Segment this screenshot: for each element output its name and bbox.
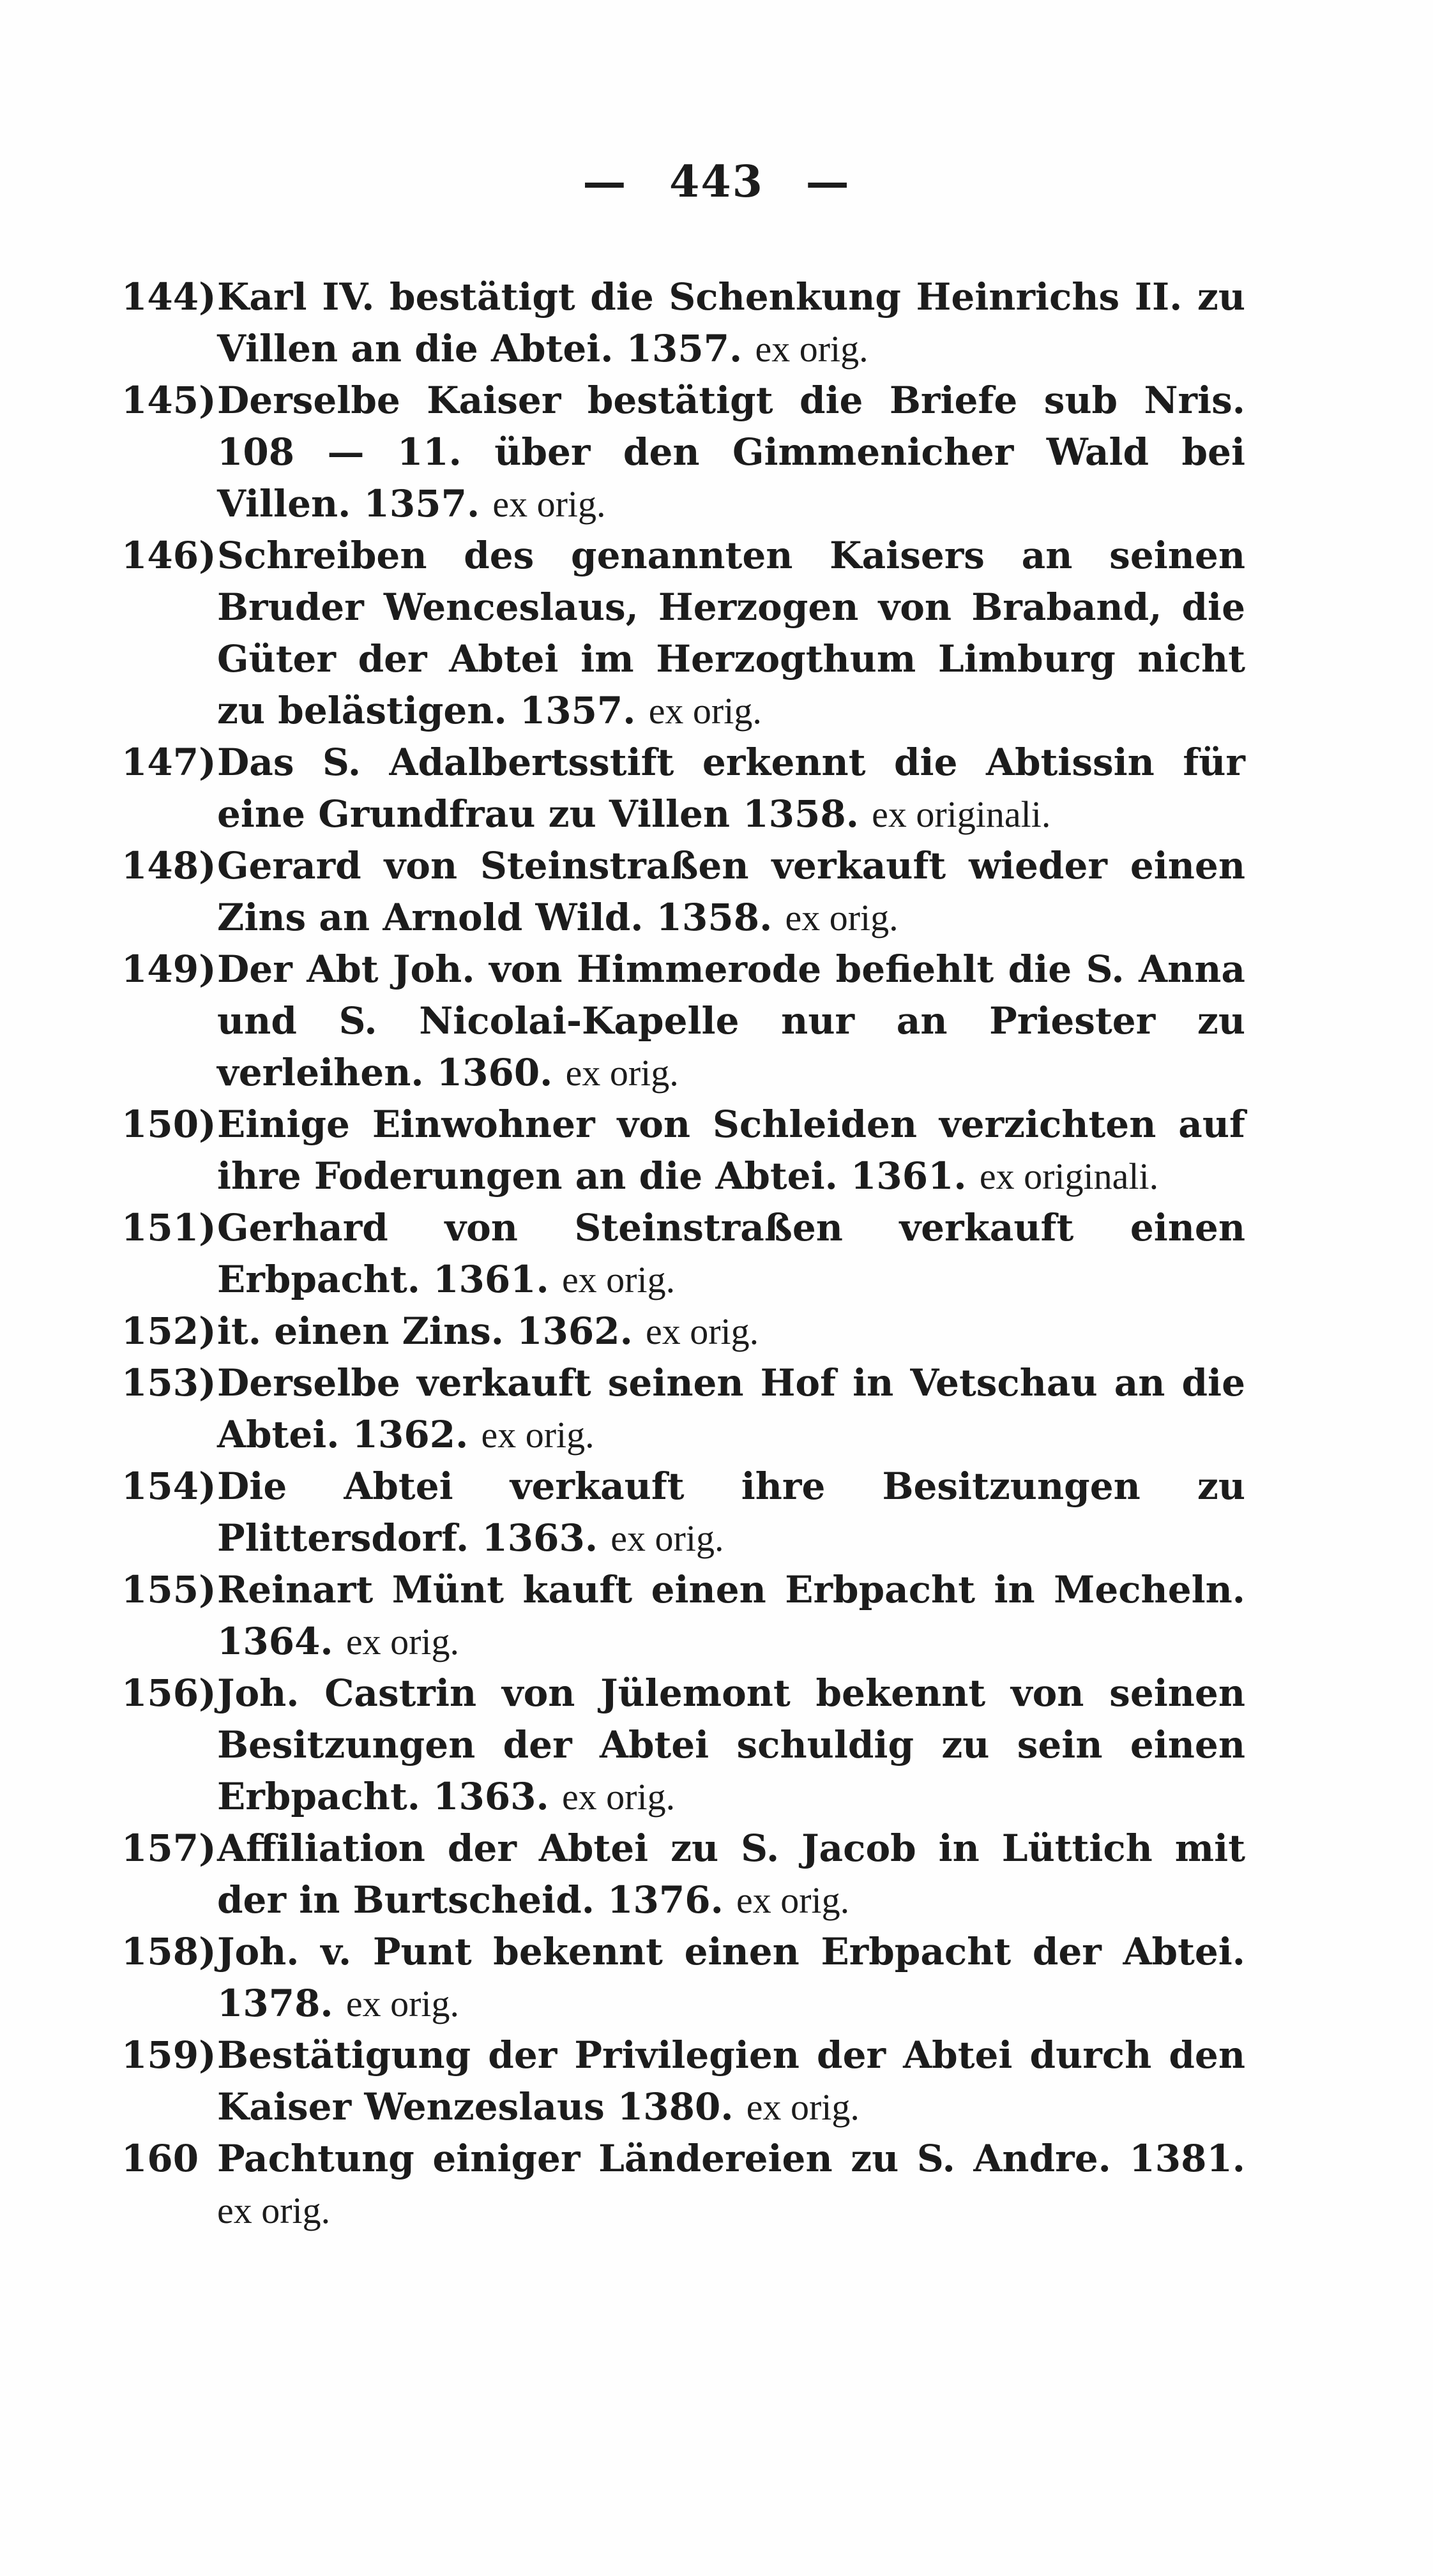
entry-158 xyxy=(121,1926,1245,2030)
entry-source: ex orig. xyxy=(345,1621,459,1662)
entry-number: 155) xyxy=(121,1568,216,1611)
document-entries-list xyxy=(121,271,1245,2236)
entry-159 xyxy=(121,2030,1245,2133)
entry-text: Die Abtei verkauft ihre Besitzungen zu Plittersdorf. 1363. xyxy=(217,1465,1245,1560)
entry-source: ex orig. xyxy=(746,2086,860,2128)
entry-150 xyxy=(121,1099,1245,1202)
entry-number: 149) xyxy=(121,947,216,991)
entry-number: 145) xyxy=(121,379,216,422)
entry-149 xyxy=(121,944,1245,1099)
entry-148 xyxy=(121,840,1245,944)
entry-source: ex orig. xyxy=(645,1311,759,1352)
entry-source: ex orig. xyxy=(492,483,606,525)
entry-source: ex orig. xyxy=(481,1414,595,1456)
entry-source: ex orig. xyxy=(345,1983,459,2024)
entry-source: ex orig. xyxy=(736,1879,850,1921)
entry-source: ex orig. xyxy=(755,328,868,370)
entry-text: Das S. Adalbertsstift erkennt die Abtissin für eine Grundfrau zu Villen 1358. xyxy=(217,741,1245,836)
page-number-dash-left: — xyxy=(582,156,628,207)
entry-144 xyxy=(121,271,1245,375)
entry-source: ex orig. xyxy=(565,1052,679,1094)
entry-number: 147) xyxy=(121,741,216,784)
entry-source: ex orig. xyxy=(648,690,762,732)
entry-text: Gerard von Steinstraßen verkauft wieder einen Zins an Arnold Wild. 1358. xyxy=(217,844,1245,939)
entry-number: 157) xyxy=(121,1827,216,1870)
entry-152 xyxy=(121,1306,1245,1357)
entry-source: ex orig. xyxy=(785,897,898,938)
entry-text: it. einen Zins. 1362. xyxy=(217,1309,633,1353)
entry-text: Pachtung einiger Ländereien zu S. Andre. 1381. xyxy=(217,2137,1245,2180)
entry-text: Schreiben des genannten Kaisers an seinen Bruder Wenceslaus, Herzogen von Braband, die Güter der Abtei im Herzogthum Limburg nicht zu belästigen. 1357. xyxy=(217,534,1245,732)
entry-156 xyxy=(121,1668,1245,1823)
entry-text: Reinart Münt kauft einen Erbpacht in Mecheln. 1364. xyxy=(217,1568,1245,1663)
entry-number: 159) xyxy=(121,2033,216,2077)
entry-153 xyxy=(121,1357,1245,1461)
entry-147 xyxy=(121,737,1245,840)
entry-text: Joh. Castrin von Jülemont bekennt von seinen Besitzungen der Abtei schuldig zu sein einen Erbpacht. 1363. xyxy=(217,1671,1245,1818)
entry-157 xyxy=(121,1823,1245,1926)
entry-number: 152) xyxy=(121,1309,216,1353)
entry-number: 154) xyxy=(121,1465,216,1508)
entry-text: Einige Einwohner von Schleiden verzichten auf ihre Foderungen an die Abtei. 1361. xyxy=(217,1103,1245,1198)
entry-145 xyxy=(121,375,1245,530)
entry-number: 153) xyxy=(121,1361,216,1405)
entry-text: Gerhard von Steinstraßen verkauft einen Erbpacht. 1361. xyxy=(217,1206,1245,1301)
entry-number: 158) xyxy=(121,1930,216,1973)
page-number: 443 xyxy=(669,156,764,207)
entry-text: Derselbe verkauft seinen Hof in Vetschau an die Abtei. 1362. xyxy=(217,1361,1245,1456)
entry-number: 144) xyxy=(121,275,216,319)
entry-source: ex orig. xyxy=(561,1776,676,1818)
entry-source: ex orig. xyxy=(561,1259,676,1300)
entry-number: 146) xyxy=(121,534,216,577)
entry-source: ex orig. xyxy=(610,1518,724,1559)
entry-154 xyxy=(121,1461,1245,1564)
entry-source: ex originali. xyxy=(872,794,1051,835)
page-header xyxy=(0,153,1433,211)
entry-text: Derselbe Kaiser bestätigt die Briefe sub Nris. 108 — 11. über den Gimmenicher Wald bei Villen. 1357. xyxy=(217,379,1245,525)
entry-151 xyxy=(121,1202,1245,1306)
entry-text: Der Abt Joh. von Himmerode befiehlt die S. Anna und S. Nicolai-Kapelle nur an Priester zu verleihen. 1360. xyxy=(217,947,1245,1094)
entry-number: 150) xyxy=(121,1103,216,1146)
entry-text: Karl IV. bestätigt die Schenkung Heinrichs II. zu Villen an die Abtei. 1357. xyxy=(217,275,1245,370)
entry-source: ex originali. xyxy=(979,1156,1159,1197)
entry-146 xyxy=(121,530,1245,737)
entry-number: 151) xyxy=(121,1206,216,1249)
entry-text: Affiliation der Abtei zu S. Jacob in Lüttich mit der in Burtscheid. 1376. xyxy=(217,1827,1245,1922)
page-number-dash-right: — xyxy=(805,156,851,207)
entry-text: Joh. v. Punt bekennt einen Erbpacht der Abtei. 1378. xyxy=(217,1930,1245,2025)
entry-160 xyxy=(121,2133,1245,2236)
entry-source: ex orig. xyxy=(217,2190,331,2231)
entry-number: 160 xyxy=(121,2137,199,2180)
entry-text: Bestätigung der Privilegien der Abtei durch den Kaiser Wenzeslaus 1380. xyxy=(217,2033,1245,2128)
entry-number: 148) xyxy=(121,844,216,887)
entry-number: 156) xyxy=(121,1671,216,1715)
entry-155 xyxy=(121,1564,1245,1668)
